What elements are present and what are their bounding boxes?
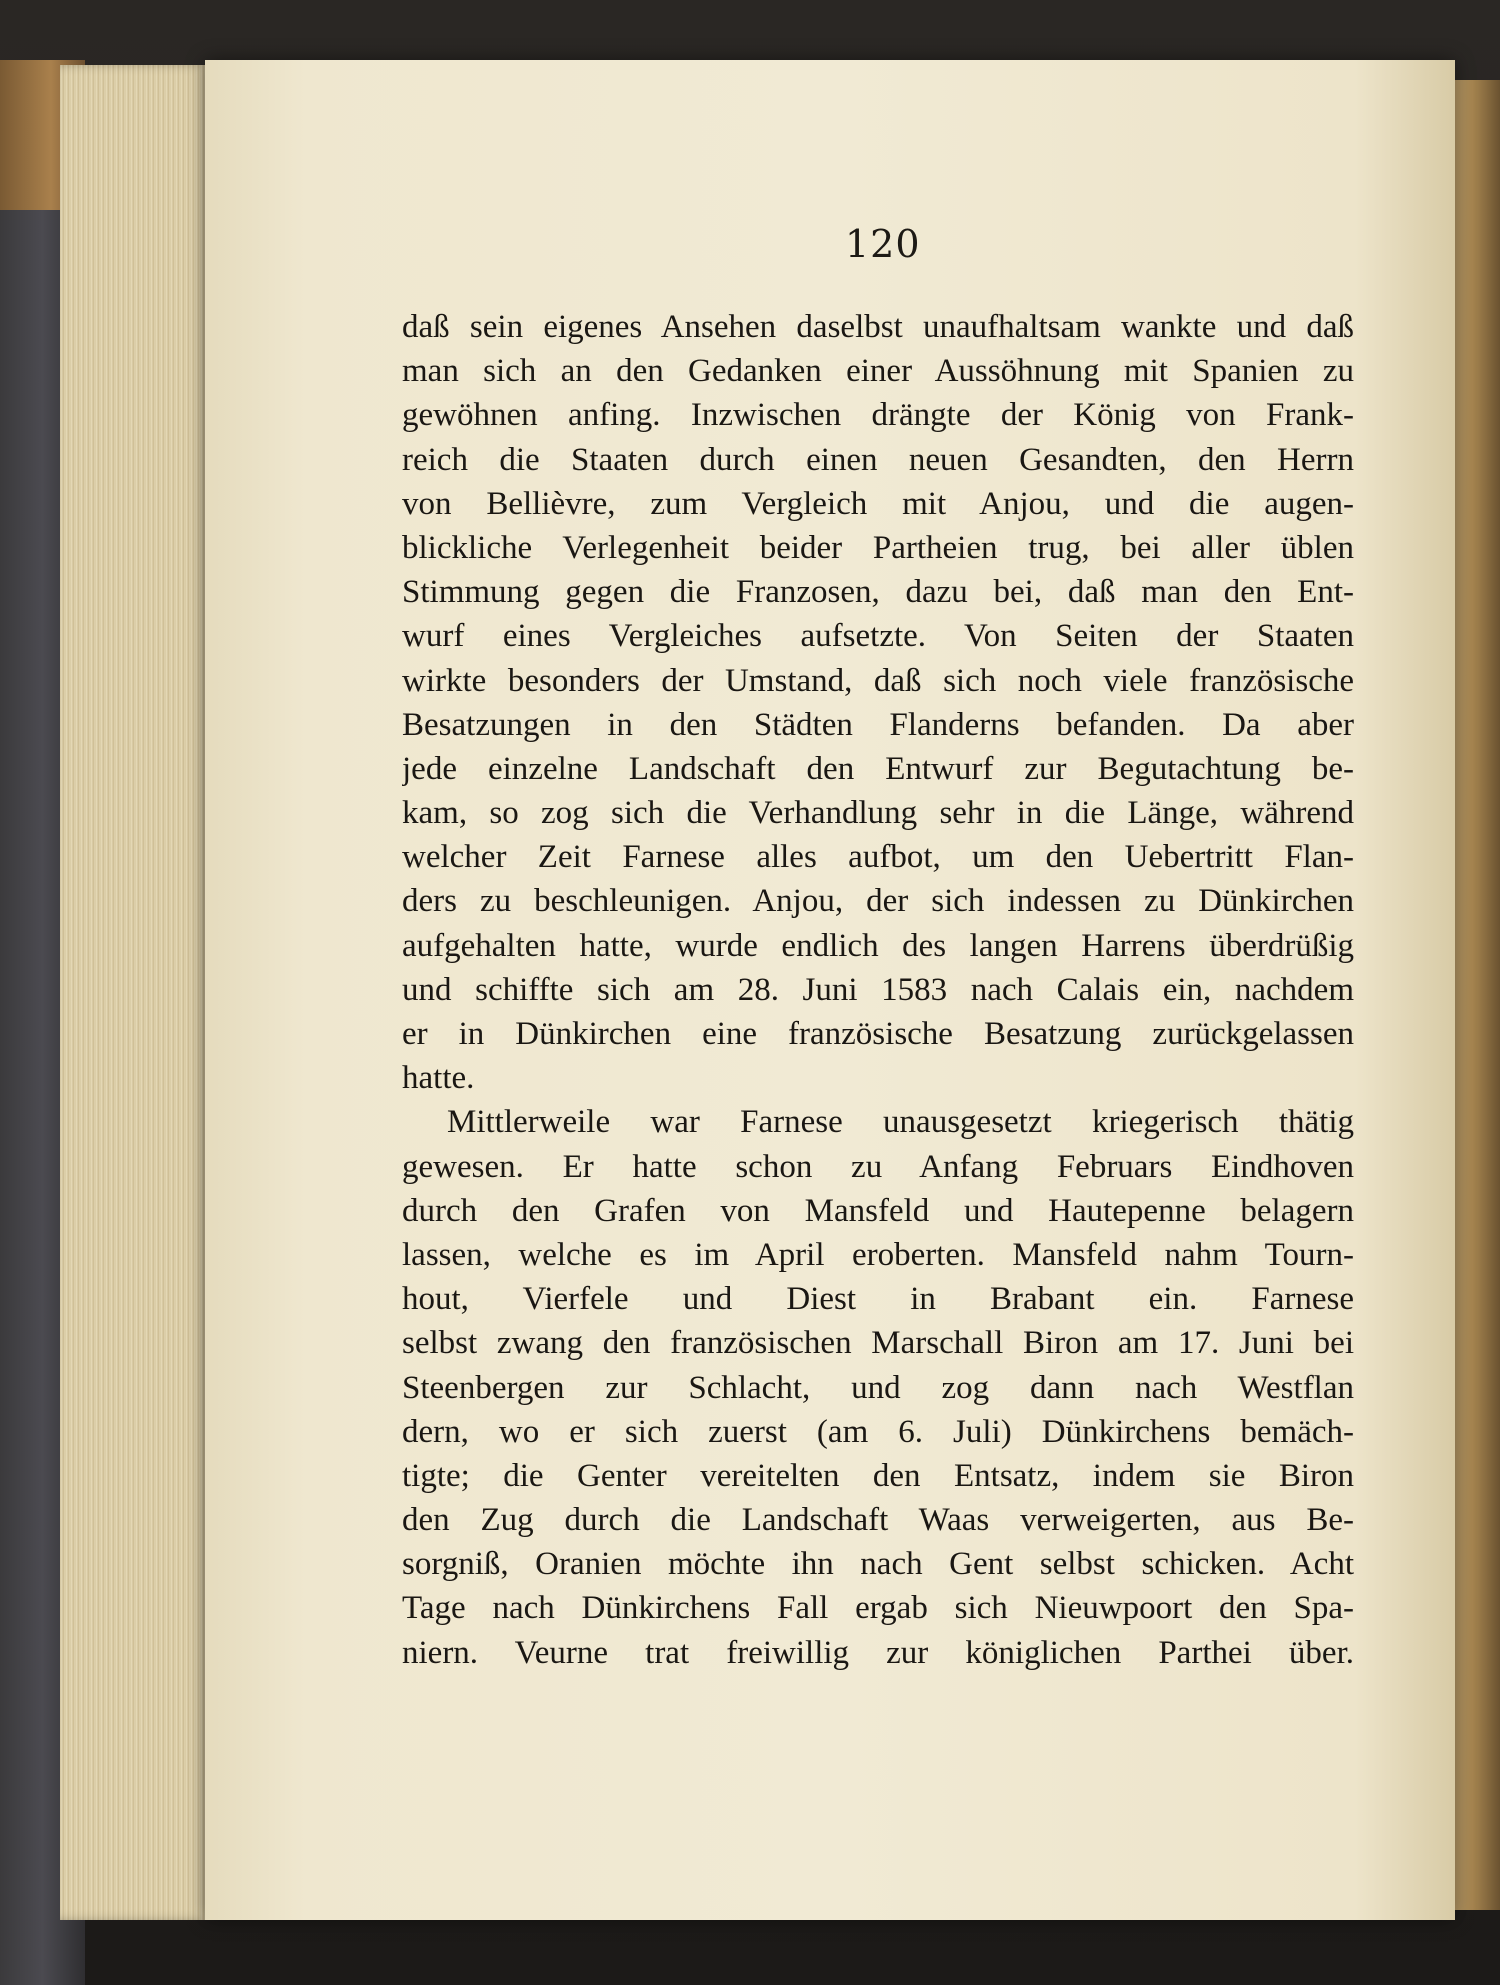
text-line: kam, so zog sich die Verhandlung sehr in die Länge, während [402,795,1354,832]
text-line: welcher Zeit Farnese alles aufbot, um den Uebertritt Flan- [402,839,1354,876]
text-line: reich die Staaten durch einen neuen Gesandten, den Herrn [402,441,1354,478]
text-line: aufgehalten hatte, wurde endlich des langen Harrens überdrüßig [402,927,1354,964]
text-line: durch den Grafen von Mansfeld und Hautepenne belagern [402,1192,1354,1229]
text-line: daß sein eigenes Ansehen daselbst unaufhaltsam wankte und daß [402,309,1354,345]
text-line: wurf eines Vergleiches aufsetzte. Von Seiten der Staaten [402,618,1354,655]
text-line: jede einzelne Landschaft den Entwurf zur Begutachtung be- [402,750,1354,787]
text-line: und schiffte sich am 28. Juni 1583 nach Calais ein, nachdem [402,971,1354,1008]
text-line: dern, wo er sich zuerst (am 6. Juli) Dünkirchens bemäch- [402,1413,1354,1450]
text-line: hout, Vierfele und Diest in Brabant ein. Farnese [402,1281,1354,1318]
text-line: er in Dünkirchen eine französische Besatzung zurückgelassen [402,1016,1354,1052]
text-line: ders zu beschleunigen. Anjou, der sich indessen zu Dünkirchen [402,883,1354,920]
text-line: lassen, welche es im April eroberten. Mansfeld nahm Tourn- [402,1236,1354,1273]
text-line: von Bellièvre, zum Vergleich mit Anjou, und die augen- [402,485,1354,522]
text-line: wirkte besonders der Umstand, daß sich noch viele französische [402,662,1354,699]
text-line: blickliche Verlegenheit beider Partheien trug, bei aller üblen [402,529,1354,566]
text-line: Steenbergen zur Schlacht, und zog dann nach Westflan [402,1369,1354,1406]
facing-page-edge [1455,80,1500,1910]
page-number: 120 [845,222,921,266]
text-line: Besatzungen in den Städten Flanderns befanden. Da aber [402,706,1354,743]
text-line: niern. Veurne trat freiwillig zur königlichen Parthei über. [402,1634,1354,1671]
text-line: Tage nach Dünkirchens Fall ergab sich Nieuwpoort den Spa- [402,1590,1354,1627]
text-line: Stimmung gegen die Franzosen, dazu bei, daß man den Ent- [402,574,1354,611]
text-line: gewesen. Er hatte schon zu Anfang Februars Eindhoven [402,1148,1354,1185]
body-text [402,305,1354,1675]
page-edges-left [60,65,210,1920]
text-line: gewöhnen anfing. Inzwischen drängte der König von Frank- [402,397,1354,434]
text-line: den Zug durch die Landschaft Waas verweigerten, aus Be- [402,1502,1354,1539]
text-line: hatte. [402,1060,475,1097]
text-line: man sich an den Gedanken einer Aussöhnung mit Spanien zu [402,353,1354,390]
text-line: sorgniß, Oranien möchte ihn nach Gent selbst schicken. Acht [402,1546,1354,1583]
text-line: selbst zwang den französischen Marschall Biron am 17. Juni bei [402,1325,1354,1362]
text-line: tigte; die Genter vereitelten den Entsatz, indem sie Biron [402,1457,1354,1494]
text-line: Mittlerweile war Farnese unausgesetzt kriegerisch thätig [447,1104,1354,1141]
